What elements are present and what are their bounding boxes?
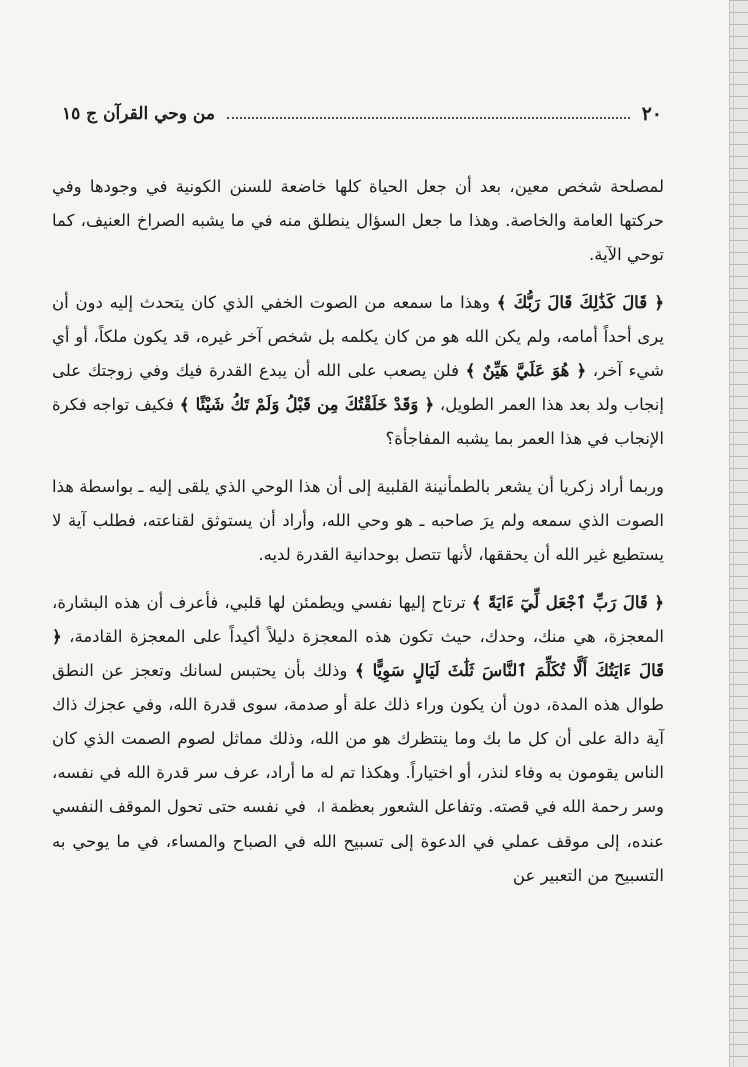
paragraph	[52, 286, 664, 456]
paragraph-text: لمصلحة شخص معين، بعد أن جعل الحياة كلها خاضعة للسنن الكونية في وجودها وفي حركتها العامة والخاصة. وهذا ما جعل السؤال ينطلق منه في ما يشبه الصراخ العنيف، كما توحي الآية.	[52, 177, 664, 264]
quran-verse: ﴿ وَقَدْ خَلَقْتُكَ مِن قَبْلُ وَلَمْ تَكُ شَيْئًا ﴾	[179, 395, 435, 414]
page-edge-line	[733, 0, 734, 1067]
quran-verse: ﴿ قَالَ كَذَٰلِكَ قَالَ رَبُّكَ ﴾	[496, 293, 665, 312]
paragraph-text: فلن يصعب على الله أن يبدع القدرة فيك وفي زوجتك على إنجاب ولد بعد هذا العمر الطويل،	[52, 361, 664, 414]
paragraph-text: ترتاح إليها نفسي ويطمئن لها قلبي، فأعرف أن هذه البشارة، المعجزة، هي منك، وحدك، حيث تكون هذه المعجزة دليلاً أكيداً على المعجزة القادمة،	[52, 593, 664, 646]
paragraph-text: في نفسه حتى تحول الموقف النفسي عنده، إلى موقف عملي في الدعوة إلى تسبيح الله في الصباح والمساء، في ما يوحي به التسبيح من التعبير عن	[52, 797, 664, 885]
page-edge	[729, 0, 748, 1067]
paragraph-text: فكيف تواجه فكرة الإنجاب في هذا العمر بما يشبه المفاجأة؟	[52, 395, 664, 448]
page-header	[62, 98, 662, 130]
header-dot-leader	[227, 105, 630, 119]
paragraph-text: وذلك بأن يحتبس لسانك وتعجز عن النطق طوال هذه المدة، دون أن يكون وراء ذلك علة أو صدمة، سوى قدرة الله، وفي عجزك ذاك آية دالة على أن كل ما بك وما ينتظرك هو من الله، وذلك مماثل لصوم الصمت الذي كان الناس يقومون به وفاء لنذر، أو اختياراً. وهكذا تم له ما أراد، عرف سر قدرة الله في نفسه، وسر رحمة الله في قصته. وتفاعل الشعور بعظمة	[52, 661, 665, 816]
quran-verse: ﴿ هُوَ عَلَيَّ هَيِّنٌ ﴾	[465, 361, 587, 380]
page-number: ٢٠	[641, 103, 662, 125]
margin-marker: ا،	[311, 800, 325, 816]
paragraph-text: وهذا ما سمعه من الصوت الخفي الذي كان يتحدث إليه دون أن يرى أحداً أمامه، ولم يكن الله هو من كان يكلمه بل شخص آخر غيره، قد يكون ملكاً، أو أي شيء آخر،	[52, 293, 664, 380]
paragraph	[52, 170, 664, 272]
paragraph	[52, 586, 664, 893]
paragraph-text: وربما أراد زكريا أن يشعر بالطمأنينة القلبية إلى أن هذا الوحي الذي يلقى إليه ـ بواسطة هذا الصوت الذي سمعه ولم يرَ صاحبه ـ هو وحي الله، وأراد أن يستوثق لقناعته، فطلب آية لا يستطيع غير الله أن يحققها، لأنها تتصل بوحدانية القدرة لديه.	[52, 477, 664, 564]
quran-verse: ﴿ قَالَ رَبِّ ٱجْعَل لِّيٓ ءَايَةً ﴾	[471, 593, 664, 612]
body-text	[52, 170, 664, 907]
quran-verse: ﴿ قَالَ ءَايَتُكَ أَلَّا تُكَلِّمَ ٱلنَّاسَ ثَلَٰثَ لَيَالٍ سَوِيًّا ﴾	[52, 627, 664, 680]
paragraph	[52, 470, 664, 572]
running-title: من وحي القرآن ج ١٥	[62, 104, 215, 124]
